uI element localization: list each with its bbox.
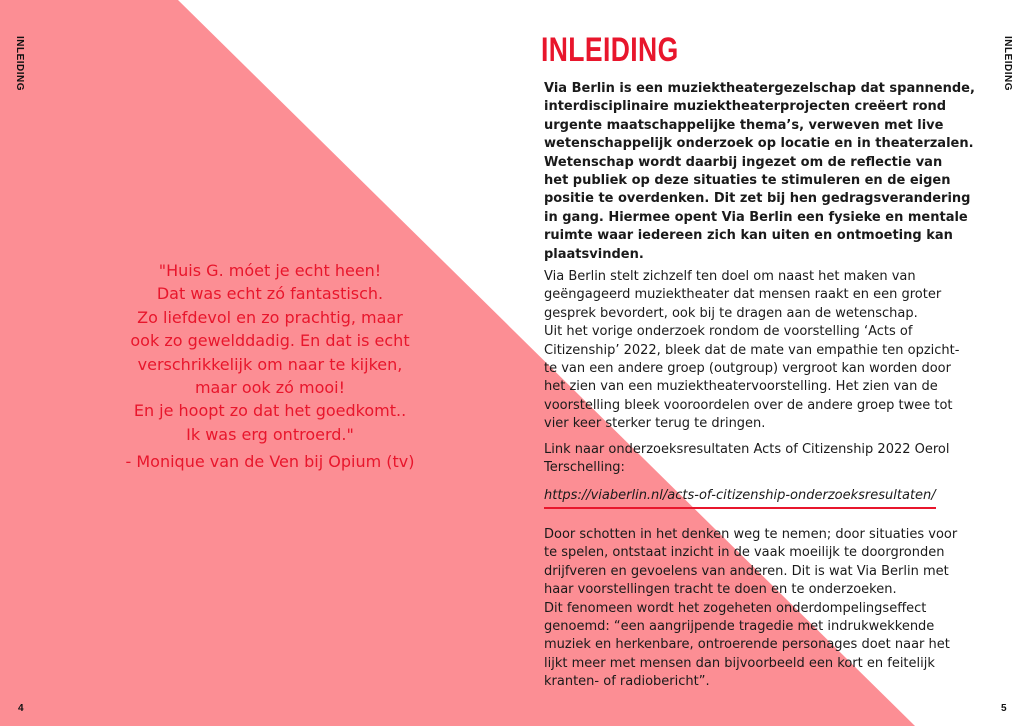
text-line: Via Berlin is een muziektheatergezelschap dat spannende, <box>544 81 975 96</box>
text-line: in gang. Hiermee opent Via Berlin een fysieke en mentale <box>544 209 968 225</box>
text-line: haar voorstellingen tracht te doen en te onderzoeken. <box>544 582 897 598</box>
pull-quote <box>95 259 445 446</box>
quote-line: maar ook zó mooi! <box>194 378 346 398</box>
page-number-left: 4 <box>18 703 24 714</box>
quote-line: ook zo gewelddadig. En dat is echt <box>130 331 410 351</box>
text-line: Citizenship’ 2022, bleek dat de mate van empathie ten opzicht- <box>544 342 960 358</box>
text-line: interdisciplinaire muziektheaterprojecten creëert rond <box>544 99 947 115</box>
quote-line: Dat was echt zó fantastisch. <box>156 284 384 304</box>
text-line: geëngageerd muziektheater dat mensen raakt en een groter <box>544 287 942 303</box>
page-number-right: 5 <box>1001 703 1007 714</box>
text-line: Uit het vorige onderzoek rondom de voorstelling ‘Acts of <box>544 324 913 340</box>
text-line: Via Berlin stelt zichzelf ten doel om naast het maken van <box>544 269 916 284</box>
side-label-right: INLEIDING <box>1002 36 1013 92</box>
quote-line: "Huis G. móet je echt heen! <box>158 261 382 280</box>
text-line: Wetenschap wordt daarbij ingezet om de reflectie van <box>544 154 943 170</box>
research-results-link[interactable]: https://viaberlin.nl/acts-of-citizenship-onderzoeksresultaten/ <box>544 488 936 509</box>
text-line: genoemd: “een aangrijpende tragedie met indrukwekkende <box>544 619 935 635</box>
text-line: wetenschappelijk onderzoek op locatie en in theaterzalen. <box>544 136 974 152</box>
text-line: Link naar onderzoeksresultaten Acts of Citizenship 2022 Oerol <box>544 442 950 457</box>
text-line: het publiek op deze situaties te stimuleren en de eigen <box>544 173 951 189</box>
immersion-paragraph <box>544 526 957 692</box>
intro-paragraph <box>544 80 975 264</box>
text-line: drijfveren en gevoelens van anderen. Dit is wat Via Berlin met <box>544 563 949 579</box>
quote-attribution: - Monique van de Ven bij Opium (tv) <box>125 452 415 471</box>
quote-line: verschrikkelijk om naar te kijken, <box>137 354 403 374</box>
page-heading: INLEIDING <box>541 31 679 69</box>
text-line: te spelen, ontstaat inzicht in de vaak moeilijk te doorgronden <box>544 545 945 561</box>
text-line: voorstelling bleek vooroordelen over de andere groep twee tot <box>544 397 953 413</box>
text-line: kranten- of radiobericht”. <box>544 674 710 690</box>
quote-line: Ik was erg ontroerd." <box>186 424 354 444</box>
text-line: het zien van een muziektheatervoorstelling. Het zien van de <box>544 379 938 395</box>
text-line: vier keer sterker terug te dringen. <box>544 416 766 432</box>
text-line: Terschelling: <box>544 460 625 476</box>
text-line: lijkt meer met mensen dan bijvoorbeeld een kort en feitelijk <box>544 655 935 671</box>
side-label-left: INLEIDING <box>14 36 25 92</box>
text-line: plaatsvinden. <box>544 246 644 262</box>
text-line: muziek en herkenbare, ontroerende personages doet naar het <box>544 637 950 653</box>
text-line: urgente maatschappelijke thema’s, verweven met live <box>544 117 944 133</box>
quote-line: Zo liefdevol en zo prachtig, maar <box>137 307 403 327</box>
text-line: Dit fenomeen wordt het zogeheten onderdompelingseffect <box>544 600 927 616</box>
text-line: gesprek bevordert, ook bij te dragen aan de wetenschap. <box>544 305 918 321</box>
text-line: positie te overdenken. Dit zet bij hen gedragsverandering <box>544 191 971 207</box>
quote-line: En je hoopt zo dat het goedkomt.. <box>133 401 407 421</box>
text-line: Door schotten in het denken weg te nemen; door situaties voor <box>544 527 958 542</box>
goal-paragraph <box>544 268 959 434</box>
link-intro-paragraph <box>544 441 950 478</box>
text-line: ruimte waar iedereen zich kan uiten en ontmoeting kan <box>544 228 953 244</box>
text-line: te van een andere groep (outgroup) vergroot kan worden door <box>544 361 951 377</box>
